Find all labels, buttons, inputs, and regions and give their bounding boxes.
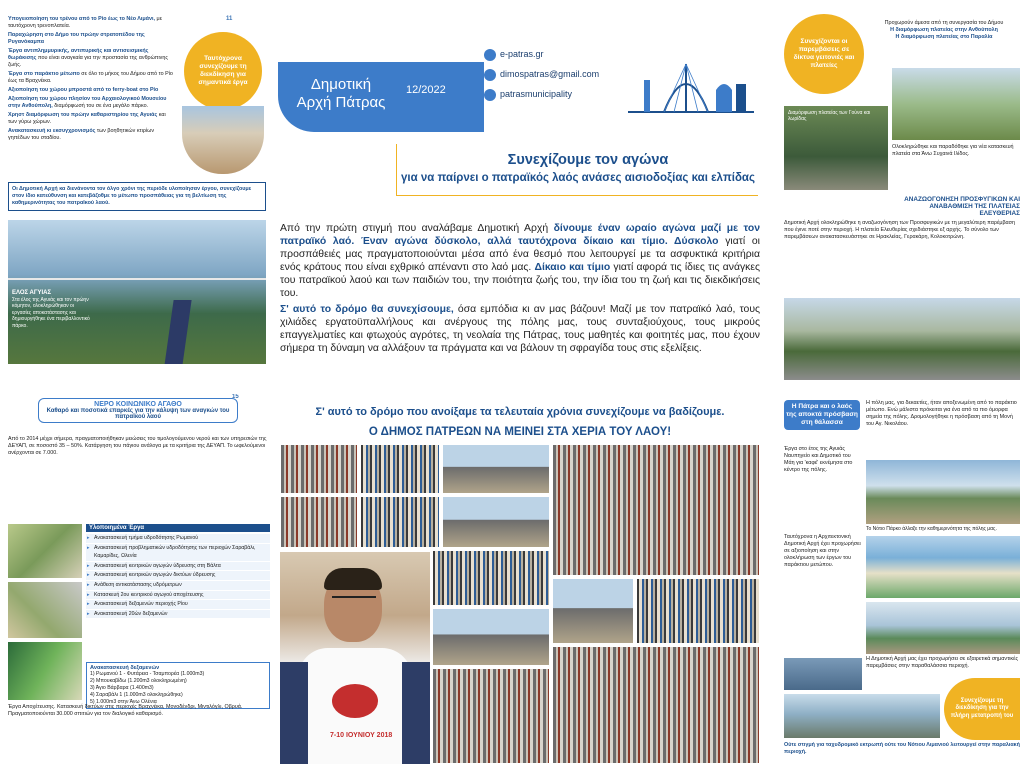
masthead xyxy=(278,14,758,200)
photo-protest xyxy=(432,668,550,764)
bottom-right-panel xyxy=(784,394,1020,766)
projects-list xyxy=(86,534,270,619)
photo-crowd xyxy=(360,496,440,548)
tanks-header: Ανακατασκευή δεξαμενών xyxy=(90,665,160,671)
masthead-title-box xyxy=(278,62,484,132)
social-icon xyxy=(484,89,496,101)
jacket-right xyxy=(402,662,430,764)
intro-text xyxy=(868,20,1020,41)
footer-text: Ούτε στιγμή για ταχυδρομικό εκτρωπή ούτε του Νότιου Λιμανιού λειτουργεί στην παραλιακή περιοχή. xyxy=(784,742,1020,755)
jacket-left xyxy=(280,662,308,764)
callout-circle: Συνεχίζουμε τη διεκδίκηση για την πλήρη μετατροπή του xyxy=(944,678,1020,740)
website-line xyxy=(484,44,599,64)
paragraph-2: Σ' αυτό το δρόμο θα συνεχίσουμε, όσα εμπόδια κι αν μας βάζουν! Μαζί με τον πατραϊκό λαό, τους χιλιάδες εργατοϋπαλλήλους και ανέργους της πόλης μας, τους συνταξιούχους, τους μικρούς επαγγελματίες και φτωχούς αγρότες, τη νεολαία της Πάτρας, τους μαθητές και φοιτητές μας, που έχουν σήμερα τη δύναμη να αλλάξουν τα πράγματα και να βάλουν τη σφραγίδα τους στις εξελίξεις. xyxy=(280,304,760,354)
projects-header: Υλοποιημένα Έργα xyxy=(86,524,270,532)
email-link[interactable]: dimospatras@gmail.com xyxy=(500,69,600,79)
intro-item: Η διαμόρφωση πλατείας στο Παραλία xyxy=(895,34,993,40)
photo-demonstration xyxy=(552,646,760,764)
square-photo-large xyxy=(784,298,1020,380)
night-photo xyxy=(784,658,862,690)
square-photo xyxy=(784,106,888,190)
seafront-photo xyxy=(866,460,1020,524)
slogan-subtitle: για να παίρνει ο πατραϊκός λαός ανάσες αισιοδοξίας και ελπίδας xyxy=(401,172,755,184)
issue-number: 12/2022 xyxy=(406,84,446,96)
city-skyline-logo xyxy=(624,50,758,116)
social-line xyxy=(484,84,599,104)
mail-icon xyxy=(484,69,496,81)
photo-march xyxy=(432,550,550,606)
intro-box: Οι Δημοτική Αρχή κα διενάνοντα τον όλγο χρόνι της περιόδε υλοποίησαν έργου, συνεχίζουμε στον ίδιο κατεύθυνση και κατεβάζοθμε το μέτωπο προσπάθειας για τη βελτίωση της καθημερινότητας του πατραϊκού λαού. xyxy=(8,182,266,211)
top-left-panel xyxy=(8,14,266,364)
list-item: ▸ Ανάθεση αντικατάστασης υδρόμετρων xyxy=(86,581,270,591)
list-item: Έργα στο παράκτιο μέτωπο σε όλο το μήκος του Δήμου από το Ρίο έως τα Βραχνέικα. xyxy=(8,71,173,84)
list-item: ▸ Ανακατασκευή κεντρικών αγωγών δικτύων ύδρευσης xyxy=(86,571,270,581)
list-item: ▸ Ανακατασκευή 20ών δεξαμενών xyxy=(86,610,270,620)
water-text: Από το 2014 μέχρι σήμερα, πραγματοποιήθηκαν μειώσεις του τιμολογούμενου νερού και των υπηρεσιών της ΔΕΥΑΠ, σε ποσοστό 35 – 50%. Κατάργηση του πάγιου ανάλογα με τα κριτήρια της ΔΕΥΑΠ. Το ωφελούμενοι ανέρχονται σε 7.000. xyxy=(8,436,267,456)
park-photo xyxy=(866,536,1020,598)
photo-caption: Διαμόρφωση πλατείας των Γούνα και λωρίδας xyxy=(788,110,871,123)
tank-row: 2) Μπουκαβίδω (1.200m3 ολοκληρωμένη) xyxy=(90,678,187,684)
tank-row: 3) Άγιο Βάρβαρα (1.400m3) xyxy=(90,685,154,691)
masthead-title: Δημοτική Αρχή Πάτρας xyxy=(296,76,386,111)
map-image xyxy=(8,582,82,638)
side-text: Έργα στο έτος της Αγυιάς Ναυπηγείο και Δημοτικό του Μάη για 'καφέ' εκνέμησα στο κέντρο της πόλης. xyxy=(784,446,853,473)
list-item: ▸ Ανακατασκευή τμήμα υδροδότησης Ρωμανού xyxy=(86,534,270,544)
port-photo xyxy=(784,694,940,738)
photo-railway xyxy=(432,608,550,666)
page-number: 11 xyxy=(226,16,233,22)
top-right-panel xyxy=(784,14,1020,386)
seafront-text: Η πόλη μας, για δεκαετίες, ήταν αποξενωμένη από το παράκτιο μέτωπο. Ενώ μάλιστα πρόκειται για ένα από τα πιο όμορφα σημεία της πόλης. Δρομολογήθηκε η πρόσβαση από τη Μονή του Αγ. Νικολάου. xyxy=(866,400,1017,427)
side-text: Ταυτόχρονα η Αρχιτεκτονική Δημοτική Αρχή έχει προχωρήσει σε αξιοποίηση και στην ολοκλήρωση των έργων του παράκτιου μετώπου. xyxy=(784,534,861,568)
shirt-logo xyxy=(332,684,378,718)
coast-photo xyxy=(866,602,1020,654)
callout-circle: Συνεχίζονται οι παρεμβάσεις σε δίκτυα γειτονιές και πλατείες xyxy=(784,14,864,94)
list-item: ▸ Ανακατασκευή δεξαμενών περιοχής Ρίου xyxy=(86,600,270,610)
photo-gathering xyxy=(636,578,760,644)
list-item: Αξιοποίηση του χώρου πλησίον του Αρχαιολογικού Μουσείου στην Ανθούπολη, διαμόρφωσή του σε ένα μεγάλο πάρκο. xyxy=(8,96,167,109)
call-to-action-slogan: Ο ΔΗΜΟΣ ΠΑΤΡΕΩΝ ΝΑ ΜΕΙΝΕΙ ΣΤΑ ΧΕΡΙΑ ΤΟΥ ΛΑΟΥ! xyxy=(368,426,672,438)
callout-circle: Ταυτόχρονα συνεχίζουμε τη διεκδίκηση για σημαντικά έργα xyxy=(184,32,262,110)
main-article xyxy=(280,222,760,452)
wooden-path xyxy=(162,300,191,364)
plan-image xyxy=(8,642,82,700)
list-item: ▸ Ανακατασκευή προβληματικών υδροδότησης των περιοχών Σαραβάλι, Καμαρίδες, Ωλενία xyxy=(86,544,270,562)
refugee-area-text: Δημοτική Αρχή ολοκληρώθηκε η αναζωογόνηση των Προσφυγικών με τη μεγαλύτερη παρέμβαση που έγινε ποτέ στην περιοχή. Η πλατεία Ελευθερίας σχεδιάστηκε εξ αρχής. Το σύνολο των παρεμβάσεων ανακατασκευάστηκε σε Ηρακλείας, Γερακάρη, Κολοκοτρώνη. xyxy=(784,220,1015,240)
globe-icon xyxy=(484,49,496,61)
slogan-title: Συνεχίζουμε τον αγώνα xyxy=(507,152,669,168)
seafront-text-2: Η Δημοτική Αρχή μας έχει προχωρήσει σε εξαιρετικά σημαντικές παρεμβάσεις στην παραθαλάσσια περιοχή. xyxy=(866,656,1019,669)
section-topic: Η Πάτρα και ο λαός της αποκτά πρόσβαση στη θάλασσα xyxy=(784,400,860,430)
topic-title: ΝΕΡΟ ΚΟΙΝΩΝΙΚΟ ΑΓΑΘΟ xyxy=(94,401,182,408)
call-to-action: Σ' αυτό το δρόμο που ανοίξαμε τα τελευταία χρόνια συνεχίζουμε να βαδίζουμε. xyxy=(315,406,725,418)
glasses xyxy=(332,596,376,604)
square-text: Ολοκληρώθηκε και παραδόθηκε για νέα κατασκευή πλατεία στα Άνω Συχαινά Ιλίδος. xyxy=(892,144,1014,157)
bridge-line xyxy=(8,278,266,280)
hair xyxy=(324,568,382,590)
list-item: ▸ Ανακατασκευή κεντρικών αγωγών ύδρευσης στη Βάλτα xyxy=(86,562,270,572)
bottom-left-panel xyxy=(8,394,270,766)
shirt-date: 7-10 ΙΟΥΝΙΟΥ 2018 xyxy=(330,732,393,739)
list-item: Υπογειοποίηση του τρένου από το Ρίο έως το Νέο Λιμάνι, με ταυτόχρονη τρενοπλατεία. xyxy=(8,16,163,29)
page-number: 15 xyxy=(232,394,239,400)
intro-title: Προχωρούν άμεσα από τη συνεργασία του Δήμου xyxy=(884,20,1004,26)
list-item: Ανακατασκευή κι εκσυγχρονισμός των βοηθητικών κτιρίων γηπέδων του σταδίου. xyxy=(8,128,155,141)
topic-subtitle: Καθαρό και ποσοτικά επαρκές για την κάλυψη των αναγκών του πατραϊκού λαού xyxy=(46,408,230,420)
list-item: Αξιοποίηση του χώρου μπροστά από το ferry-boat στο Ρίο xyxy=(8,87,159,93)
mayor-portrait xyxy=(280,552,430,764)
bridge-photo xyxy=(8,220,266,364)
social-link[interactable]: patrasmunicipality xyxy=(500,89,573,99)
tank-row: 5) 1.000m3 στην Άνω Ολένια xyxy=(90,699,157,705)
sewage-text: Έργα Αποχέτευσης. Κατασκευή δικτύων στις περιοχές Βραχνέικα, Μονοδένδρι, Μιντιλόγλι, Οβρυά. Πραγματοποιούνται 30.000 σπιτιών για τον διαλογικό καθαρισμό. xyxy=(8,704,243,717)
email-line xyxy=(484,64,599,84)
website-link[interactable]: e-patras.gr xyxy=(500,49,544,59)
photo-caption: ΕΛΟΣ ΑΓΥΙΑΣ Στα έλος της Αγυιάς και τον πρώην κόμητον, ολοκληρώθηκαν οι εργασίες αποκατάστασης και δημιουργήθηκε ένα περιβαλλοντικό πάρκο. xyxy=(12,290,90,329)
photo-street xyxy=(442,496,550,548)
demands-list xyxy=(8,16,176,144)
photo-collage xyxy=(280,444,760,764)
list-item: Έργα αντιπλημμυρικής, αντιπυρικής και αντισεισμικής θωράκισης που είναι αναγκαία για την προστασία της ανθρώπινης ζωής. xyxy=(8,48,168,68)
intro-item: Η διαμόρφωση πλατείας στην Ανθούπολη xyxy=(890,27,998,33)
photo-caption: Το Νότιο Πάρκο άλλαξε την καθημερινότητα της πόλης μας. xyxy=(866,526,997,532)
map-image xyxy=(8,524,82,578)
city-photo xyxy=(182,106,264,174)
tank-row: 4) Σαραβάλι 1 (1.000m3 ολοκληρώθηκε) xyxy=(90,692,183,698)
photo-crowd xyxy=(280,496,358,548)
photo-building xyxy=(552,578,634,644)
section-topic xyxy=(38,398,238,423)
section-heading: ΑΝΑΖΩΟΓΟΝΗΣΗ ΠΡΟΣΦΥΓΙΚΩΝ ΚΑΙ ΑΝΑΒΑΘΜΙΣΗ ΤΗΣ ΠΛΑΤΕΙΑΣ ΕΛΕΥΘΕΡΙΑΣ xyxy=(904,196,1020,217)
tanks-box xyxy=(86,662,270,709)
list-item: Παραχώρηση στο Δήμο του πρώην στρατοπέδου της Ρυγανόκαμπα xyxy=(8,32,145,45)
photo-crowd xyxy=(280,444,358,494)
photo-rally xyxy=(552,444,760,576)
tank-row: 1) Ρωμανού 1 - Φυτάρεια - Τσαμπορέα (1.000m3) xyxy=(90,671,205,677)
photo-street xyxy=(442,444,550,494)
contacts xyxy=(484,44,599,104)
paragraph-1: Από την πρώτη στιγμή που αναλάβαμε Δημοτική Αρχή δίνουμε έναν ωραίο αγώνα μαζί με τον πατραϊκό λαό. Έναν αγώνα δύσκολο, αλλά ταυτόχρονα δίκαιο και τίμιο. Δύσκολο γιατί οι προσπάθειές μας πραγματοποιούνται μέσα από ένα θεσμό που λειτουργεί με τα ασφυκτικά κριτήρια ενός κράτους που είναι εχθρικό απέναντι στο λαό μας. Δίκαιο και τίμιο γιατί αφορά τις ίδιες τις ανάγκες του πατραϊκού λαού και των παιδιών του, την ποιότητα ζωής του, την ίδια του τη ζωή και τις διεκδικήσεις του. xyxy=(280,223,760,299)
list-item: Χρηστ διαμόρφωση του πρώην καθαριστηρίου της Αγυιάς και των γύρω χώρων. xyxy=(8,112,166,125)
photo-crowd xyxy=(360,444,440,494)
square-photo xyxy=(892,68,1020,140)
list-item: ▸ Κατασκευή 2ου κεντρικού αγωγού αποχέτευσης xyxy=(86,591,270,601)
